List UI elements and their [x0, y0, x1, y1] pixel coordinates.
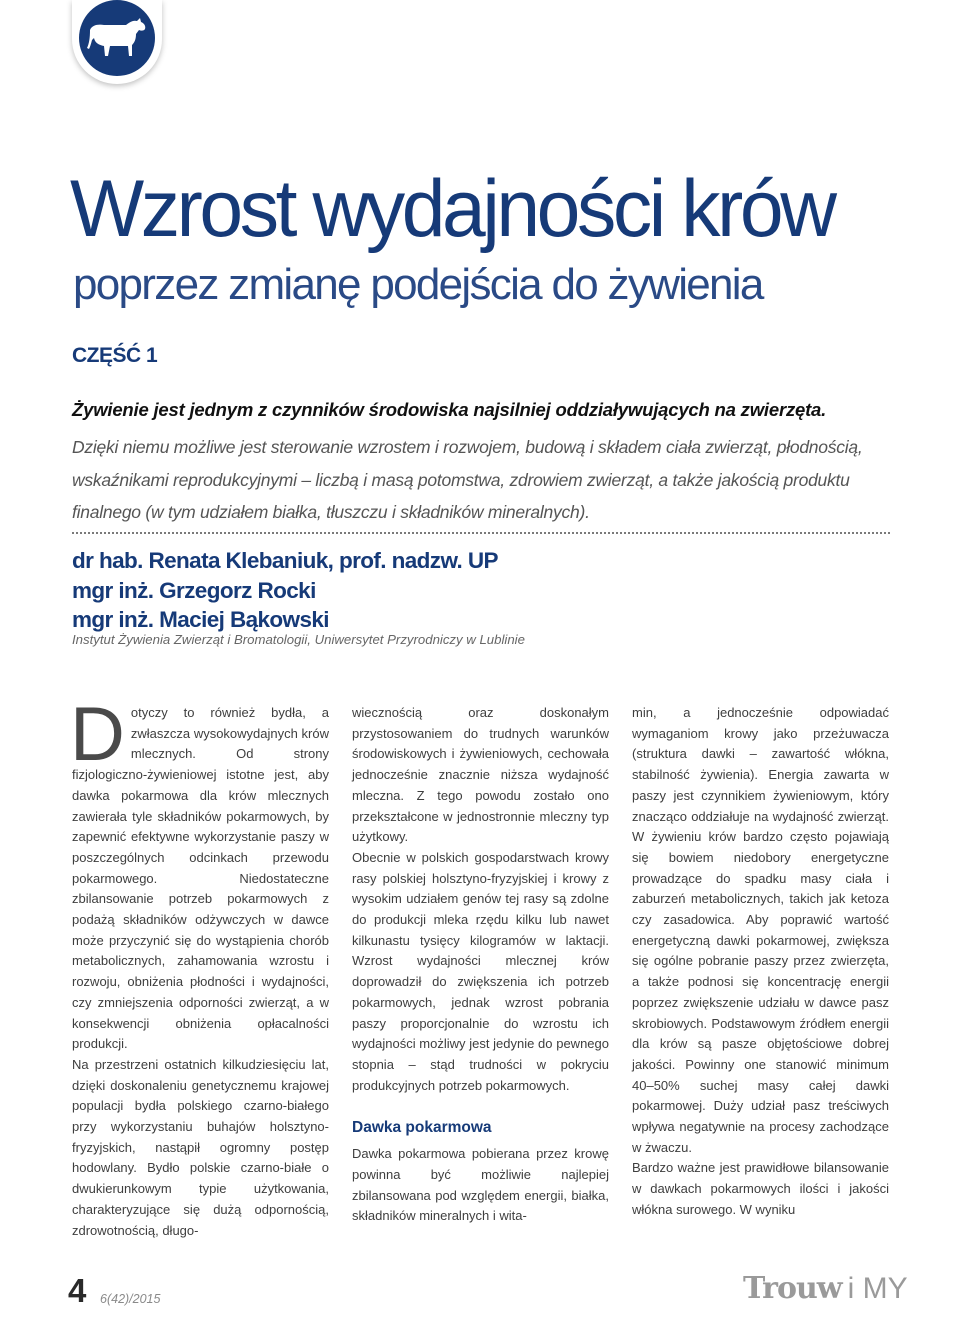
author-affiliation: Instytut Żywienia Zwierząt i Bromatologii, Uniwersytet Przyrodniczy w Lublinie	[72, 632, 525, 647]
paragraph: min, a jednocześnie odpowiadać wymaganiom krowy jako przeżuwacza (struktura dawki – zawartość włókna, stabilność żywienia). Energia zawarta w paszy jest czynnikiem żywieniowym, który znacząco oddziałuje na wydajność zwierząt. W żywieniu krów bardzo często pojawiają się bowiem niedobory energetyczne prowadzące do spadku masy ciała i zaburzeń metabolicznych, takich jak ketoza czy zasadowica. Aby poprawić wartość energetyczną dawki pokarmowej, zwiększa się ogólne pobranie paszy przez zwierzęta, a także podnosi się koncentrację energii poprzez zwiększenie udziału w dawce pasz skrobiowych. Podstawowym źródłem energii dla krów są pasze objętościowe dobrej jakości. Powinny one stanowić minimum 40–50% suchej masy całej dawki pokarmowej. Duży udział pasz treściwych wpływa negatywnie na procesy zachodzące w żwaczu.	[632, 705, 889, 1155]
article-title: Wzrost wydajności krów	[70, 164, 834, 254]
brand-name: Trouw	[743, 1271, 842, 1306]
brand-suffix: i MY	[847, 1272, 908, 1305]
paragraph: Na przestrzeni ostatnich kilkudziesięciu lat, dzięki doskonaleniu genetycznemu krajowej populacji bydła polskiego czarno-białego przy wykorzystaniu buhajów holsztyno-fryzyjskich, nastąpił ogromny postęp hodowlany. Bydło polskie czarno-białe o dwukierunkowym typie użytkowania, charakteryzujące się dużą odpornością, zdrowotnością, długo-	[72, 1056, 329, 1238]
article-subtitle: poprzez zmianę podejścia do żywienia	[73, 260, 763, 309]
drop-cap: D	[70, 692, 125, 777]
cow-icon	[86, 16, 148, 60]
paragraph: wiecznością oraz doskonałym przystosowaniem do trudnych warunków środowiskowych i żywieniowych, cechowała jednocześnie znacznie niższa wydajność mleczna. Z tego powodu zostało ono przekształcone w jednostronnie mleczny typ użytkowy.	[352, 705, 609, 845]
text-column-3	[632, 703, 889, 1221]
section-heading: Dawka pokarmowa	[352, 1119, 492, 1137]
lead-paragraph: Dzięki niemu możliwe jest sterowanie wzrostem i rozwojem, budową i składem ciała zwierząt, płodnością, wskaźnikami reprodukcyjnymi – liczbą i masą potomstwa, zdrowiem zwierząt, a także jakością produktu finalnego (w tym udziałem białka, tłuszczu i składników mineralnych).	[72, 437, 863, 522]
text-column-1	[70, 692, 329, 1241]
author-2: mgr inż. Grzegorz Rocki	[72, 578, 316, 603]
brand-logo	[743, 1271, 908, 1306]
author-3: mgr inż. Maciej Bąkowski	[72, 607, 329, 632]
paragraph: Obecnie w polskich gospodarstwach krowy rasy polskiej holsztyno-fryzyjskiej i krowy z wysokim udziałem genów tej rasy są zdolne do produkcji mleka rzędu kilku lub nawet kilkunastu tysięcy kilogramów w laktacji. Wzrost wydajności mlecznej krów doprowadził do zwiększenia ich potrzeb pokarmowych, jednak wzrost pobrania paszy proporcjonalnie do wzrostu ich wydajności możliwy jest jedynie do pewnego stopnia – stąd trudności w pokryciu produkcyjnych potrzeb pokarmowych.	[352, 849, 609, 1093]
lead-bold-sentence: Żywienie jest jednym z czynników środowiska najsilniej oddziaływujących na zwierzęta.	[72, 399, 827, 420]
magazine-badge	[72, 0, 162, 84]
paragraph: Bardzo ważne jest prawidłowe bilansowanie w dawkach pokarmowych ilości i jakości włókna surowego. W wyniku	[632, 1160, 889, 1217]
text-column-2	[352, 703, 609, 1227]
page-number: 4	[68, 1272, 87, 1309]
part-label: CZĘŚĆ 1	[72, 344, 158, 367]
paragraph: Dawka pokarmowa pobierana przez krowę powinna być możliwie najlepiej zbilansowana pod względem energii, białka, składników mineralnych i wita-	[352, 1146, 609, 1224]
paragraph: otyczy to również bydła, a zwłaszcza wysokowydajnych krów mlecznych. Od strony fizjologiczno-żywieniowej istotne jest, aby dawka pokarmowa dla krów mlecznych zawierała tyle składników pokarmowych, by zapewnić efektywne wykorzystanie paszy w poszczególnych odcinkach przewodu pokarmowego. Niedostateczne zbilansowanie potrzeb pokarmowych z podażą składników odżywczych w dawce może przyczynić się do wystąpienia chorób metabolicznych, zahamowania wzrostu i rozwoju, obniżenia płodności i wydajności, czy zmniejszenia odporności zwierząt, a w konsekwencji obniżenia opłacalności produkcji.	[72, 705, 329, 1052]
issue-number: 6(42)/2015	[100, 1292, 161, 1306]
dotted-divider	[72, 532, 890, 534]
author-1: dr hab. Renata Klebaniuk, prof. nadzw. UP	[72, 548, 498, 573]
